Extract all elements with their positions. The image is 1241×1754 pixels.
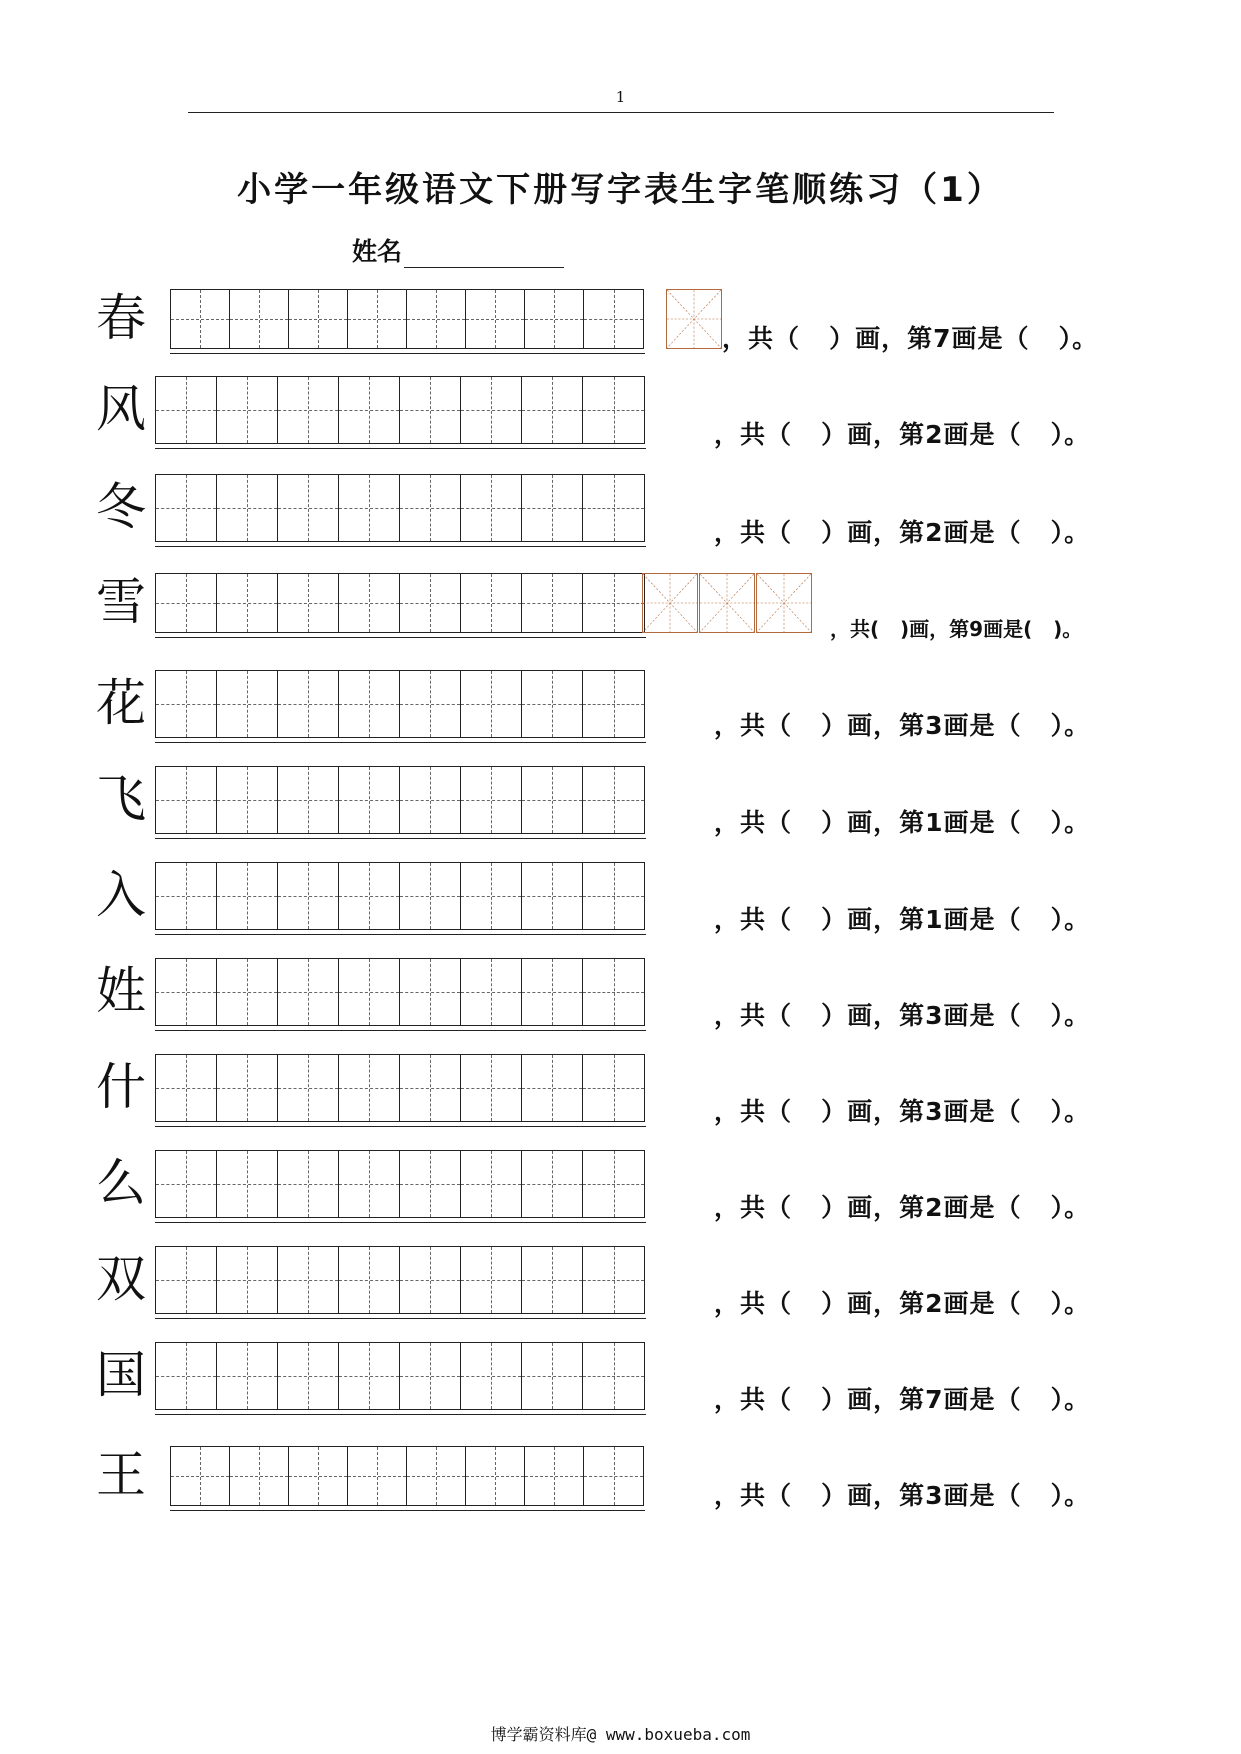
cell-guide-horizontal xyxy=(217,1376,277,1377)
writing-cell[interactable] xyxy=(461,863,522,929)
writing-cell[interactable] xyxy=(407,290,466,348)
cell-guide-horizontal xyxy=(278,508,338,509)
cell-guide-horizontal xyxy=(278,603,338,604)
cell-guide-horizontal xyxy=(339,1280,399,1281)
writing-cell[interactable] xyxy=(156,1055,217,1121)
writing-cell[interactable] xyxy=(230,1447,289,1505)
cell-guide-horizontal xyxy=(339,704,399,705)
cell-guide-horizontal xyxy=(522,992,582,993)
target-character: 风 xyxy=(96,380,146,438)
cell-guide-horizontal xyxy=(278,1280,338,1281)
cell-guide-horizontal xyxy=(583,1376,644,1377)
cell-guide-horizontal xyxy=(339,1088,399,1089)
cell-guide-horizontal xyxy=(461,704,521,705)
writing-cell[interactable] xyxy=(583,1343,644,1409)
writing-cell[interactable] xyxy=(217,959,278,1025)
writing-cell[interactable] xyxy=(522,863,583,929)
cell-guide-horizontal xyxy=(400,410,460,411)
writing-cell[interactable] xyxy=(400,475,461,541)
cell-guide-horizontal xyxy=(339,896,399,897)
cell-guide-horizontal xyxy=(278,800,338,801)
cell-guide-horizontal xyxy=(289,319,347,320)
cell-guide-horizontal xyxy=(217,508,277,509)
writing-cell[interactable] xyxy=(400,1343,461,1409)
cell-guide-horizontal xyxy=(171,1476,229,1477)
cell-guide-horizontal xyxy=(525,1476,583,1477)
writing-grid xyxy=(170,289,644,349)
stroke-question: ，共（ ）画，第3画是（ ）。 xyxy=(714,1097,1091,1126)
cell-guide-horizontal xyxy=(217,800,277,801)
writing-cell[interactable] xyxy=(583,1247,644,1313)
cell-guide-horizontal xyxy=(525,319,583,320)
writing-cell[interactable] xyxy=(461,671,522,737)
cell-guide-horizontal xyxy=(156,1184,216,1185)
writing-cell[interactable] xyxy=(217,1247,278,1313)
writing-cell[interactable] xyxy=(400,1055,461,1121)
writing-cell[interactable] xyxy=(156,1151,217,1217)
writing-grid xyxy=(155,376,645,444)
target-character: 雪 xyxy=(96,573,146,631)
cell-guide-horizontal xyxy=(278,704,338,705)
writing-cell[interactable] xyxy=(171,290,230,348)
practice-row xyxy=(0,1056,1241,1154)
cell-guide-horizontal xyxy=(461,410,521,411)
cell-guide-horizontal xyxy=(522,1184,582,1185)
stroke-question: ，共（ ）画，第3画是（ ）。 xyxy=(714,711,1091,740)
cell-guide-horizontal xyxy=(466,1476,524,1477)
writing-cell[interactable] xyxy=(400,574,461,632)
cell-guide-horizontal xyxy=(278,1088,338,1089)
writing-cell[interactable] xyxy=(522,475,583,541)
writing-cell[interactable] xyxy=(348,1447,407,1505)
stroke-question: ，共（ ）画，第7画是（ ）。 xyxy=(714,1385,1091,1414)
writing-grid xyxy=(155,474,645,542)
writing-cell[interactable] xyxy=(339,377,400,443)
cell-guide-horizontal xyxy=(461,992,521,993)
writing-cell[interactable] xyxy=(583,1151,644,1217)
writing-cell[interactable] xyxy=(522,767,583,833)
cell-guide-horizontal xyxy=(339,1376,399,1377)
writing-cell[interactable] xyxy=(400,1247,461,1313)
cell-guide-horizontal xyxy=(583,1088,644,1089)
practice-row xyxy=(0,380,1241,482)
cell-guide-horizontal xyxy=(217,1184,277,1185)
cell-guide-horizontal xyxy=(278,410,338,411)
writing-cell[interactable] xyxy=(348,290,407,348)
writing-cell[interactable] xyxy=(522,959,583,1025)
writing-cell[interactable] xyxy=(583,377,644,443)
writing-cell[interactable] xyxy=(278,1343,339,1409)
page-title: 小学一年级语文下册写字表生字笔顺练习（1） xyxy=(237,170,1004,210)
writing-cell[interactable] xyxy=(400,377,461,443)
cell-guide-horizontal xyxy=(522,896,582,897)
writing-cell[interactable] xyxy=(278,767,339,833)
stroke-question: ，共（ ）画，第1画是（ ）。 xyxy=(714,808,1091,837)
cell-guide-horizontal xyxy=(400,603,460,604)
writing-cell[interactable] xyxy=(156,767,217,833)
stroke-question: ，共（ ）画，第2画是（ ）。 xyxy=(714,518,1091,547)
cell-guide-horizontal xyxy=(156,410,216,411)
writing-cell[interactable] xyxy=(522,671,583,737)
target-character: 什 xyxy=(96,1058,146,1116)
writing-cell[interactable] xyxy=(461,959,522,1025)
name-blank[interactable] xyxy=(404,243,564,268)
writing-cell[interactable] xyxy=(525,1447,584,1505)
practice-row xyxy=(0,672,1241,770)
cell-guide-horizontal xyxy=(400,704,460,705)
cell-guide-horizontal xyxy=(278,1376,338,1377)
cell-guide-horizontal xyxy=(217,410,277,411)
writing-cell[interactable] xyxy=(156,1247,217,1313)
cell-guide-horizontal xyxy=(339,1184,399,1185)
writing-cell[interactable] xyxy=(522,1343,583,1409)
writing-cell[interactable] xyxy=(461,1055,522,1121)
cell-guide-horizontal xyxy=(466,319,524,320)
writing-cell[interactable] xyxy=(522,377,583,443)
writing-cell[interactable] xyxy=(400,1151,461,1217)
writing-cell[interactable] xyxy=(278,959,339,1025)
writing-cell[interactable] xyxy=(289,290,348,348)
cell-guide-horizontal xyxy=(400,992,460,993)
cell-guide-horizontal xyxy=(461,603,521,604)
cell-guide-horizontal xyxy=(400,896,460,897)
cell-guide-horizontal xyxy=(400,1088,460,1089)
writing-cell[interactable] xyxy=(339,1343,400,1409)
cell-guide-horizontal xyxy=(230,1476,288,1477)
cell-guide-horizontal xyxy=(278,896,338,897)
writing-cell[interactable] xyxy=(466,1447,525,1505)
writing-cell[interactable] xyxy=(278,574,339,632)
cell-guide-horizontal xyxy=(217,704,277,705)
stroke-question: ，共（ ）画，第3画是（ ）。 xyxy=(714,1001,1091,1030)
cell-guide-horizontal xyxy=(289,1476,347,1477)
writing-cell[interactable] xyxy=(339,1247,400,1313)
writing-grid xyxy=(155,862,645,930)
cell-guide-horizontal xyxy=(522,508,582,509)
cell-guide-horizontal xyxy=(522,1088,582,1089)
writing-cell[interactable] xyxy=(583,767,644,833)
cell-guide-horizontal xyxy=(339,603,399,604)
mizige-box[interactable] xyxy=(699,573,755,633)
stroke-question: ，共（ ）画，第2画是（ ）。 xyxy=(714,1193,1091,1222)
cell-guide-horizontal xyxy=(461,1376,521,1377)
writing-cell[interactable] xyxy=(583,959,644,1025)
target-character: 国 xyxy=(96,1346,146,1404)
writing-cell[interactable] xyxy=(522,1055,583,1121)
writing-cell[interactable] xyxy=(278,1055,339,1121)
cell-guide-horizontal xyxy=(583,1184,644,1185)
stroke-question: ，共（ ）画，第3画是（ ）。 xyxy=(714,1481,1091,1510)
writing-cell[interactable] xyxy=(407,1447,466,1505)
writing-cell[interactable] xyxy=(339,767,400,833)
target-character: 双 xyxy=(96,1250,146,1308)
cell-guide-horizontal xyxy=(522,603,582,604)
writing-cell[interactable] xyxy=(278,475,339,541)
writing-cell[interactable] xyxy=(583,863,644,929)
cell-guide-horizontal xyxy=(461,896,521,897)
cell-guide-horizontal xyxy=(461,508,521,509)
writing-cell[interactable] xyxy=(461,377,522,443)
mizige-box[interactable] xyxy=(756,573,812,633)
practice-row xyxy=(0,768,1241,866)
cell-guide-horizontal xyxy=(348,319,406,320)
practice-row xyxy=(0,960,1241,1058)
writing-cell[interactable] xyxy=(339,1055,400,1121)
target-character: 入 xyxy=(96,866,146,924)
writing-grid xyxy=(155,1246,645,1314)
cell-guide-horizontal xyxy=(400,1376,460,1377)
practice-row xyxy=(0,575,1241,673)
cell-guide-horizontal xyxy=(339,800,399,801)
writing-cell[interactable] xyxy=(230,290,289,348)
cell-guide-horizontal xyxy=(217,603,277,604)
writing-cell[interactable] xyxy=(339,671,400,737)
page-number: 1 xyxy=(615,88,626,106)
writing-cell[interactable] xyxy=(156,959,217,1025)
writing-grid xyxy=(155,1342,645,1410)
cell-guide-horizontal xyxy=(217,992,277,993)
writing-cell[interactable] xyxy=(466,290,525,348)
practice-row xyxy=(0,290,1241,388)
cell-guide-horizontal xyxy=(522,704,582,705)
cell-guide-horizontal xyxy=(583,603,644,604)
writing-cell[interactable] xyxy=(583,1055,644,1121)
writing-cell[interactable] xyxy=(461,1247,522,1313)
writing-cell[interactable] xyxy=(278,377,339,443)
mizige-box[interactable] xyxy=(642,573,698,633)
writing-cell[interactable] xyxy=(522,1247,583,1313)
stroke-question: ，共（ ）画，第1画是（ ）。 xyxy=(714,905,1091,934)
writing-grid xyxy=(155,766,645,834)
writing-cell[interactable] xyxy=(400,863,461,929)
writing-cell[interactable] xyxy=(217,767,278,833)
cell-guide-horizontal xyxy=(156,508,216,509)
writing-cell[interactable] xyxy=(584,290,643,348)
writing-cell[interactable] xyxy=(156,863,217,929)
writing-grid xyxy=(155,1150,645,1218)
cell-guide-horizontal xyxy=(348,1476,406,1477)
cell-guide-horizontal xyxy=(407,1476,465,1477)
name-label: 姓名 xyxy=(352,237,403,266)
writing-cell[interactable] xyxy=(400,959,461,1025)
writing-grid xyxy=(155,958,645,1026)
cell-guide-horizontal xyxy=(583,410,644,411)
writing-cell[interactable] xyxy=(217,574,278,632)
writing-cell[interactable] xyxy=(461,1343,522,1409)
footer-watermark: 博学霸资料库@ www.boxueba.com xyxy=(490,1725,751,1744)
writing-cell[interactable] xyxy=(400,671,461,737)
writing-cell[interactable] xyxy=(156,377,217,443)
stroke-question: ，共（ ）画，第2画是（ ）。 xyxy=(714,1289,1091,1318)
practice-row xyxy=(0,1440,1241,1538)
cell-guide-horizontal xyxy=(217,1088,277,1089)
target-character: 冬 xyxy=(96,478,146,536)
cell-guide-horizontal xyxy=(156,992,216,993)
cell-guide-horizontal xyxy=(156,1088,216,1089)
cell-guide-horizontal xyxy=(461,1088,521,1089)
cell-guide-horizontal xyxy=(583,508,644,509)
target-character: 飞 xyxy=(96,770,146,828)
cell-guide-horizontal xyxy=(339,508,399,509)
cell-guide-horizontal xyxy=(407,319,465,320)
cell-guide-horizontal xyxy=(230,319,288,320)
cell-guide-horizontal xyxy=(461,800,521,801)
cell-guide-horizontal xyxy=(522,1280,582,1281)
writing-cell[interactable] xyxy=(339,959,400,1025)
cell-guide-horizontal xyxy=(339,992,399,993)
cell-guide-horizontal xyxy=(278,992,338,993)
header-rule xyxy=(188,112,1054,113)
writing-cell[interactable] xyxy=(217,1343,278,1409)
stroke-question: ，共（ ）画，第7画是（ ）。 xyxy=(722,324,1099,353)
cell-guide-horizontal xyxy=(583,896,644,897)
writing-cell[interactable] xyxy=(278,863,339,929)
practice-row xyxy=(0,1152,1241,1250)
cell-guide-horizontal xyxy=(278,1184,338,1185)
writing-cell[interactable] xyxy=(522,1151,583,1217)
cell-guide-horizontal xyxy=(156,1280,216,1281)
writing-cell[interactable] xyxy=(584,1447,643,1505)
writing-cell[interactable] xyxy=(171,1447,230,1505)
writing-cell[interactable] xyxy=(156,475,217,541)
writing-grid xyxy=(170,1446,644,1506)
name-field[interactable] xyxy=(352,232,564,268)
writing-cell[interactable] xyxy=(461,574,522,632)
practice-row xyxy=(0,1248,1241,1346)
cell-guide-horizontal xyxy=(400,1184,460,1185)
cell-guide-horizontal xyxy=(217,1280,277,1281)
writing-cell[interactable] xyxy=(583,671,644,737)
writing-cell[interactable] xyxy=(217,671,278,737)
target-character: 春 xyxy=(96,289,146,347)
writing-grid xyxy=(155,670,645,738)
writing-cell[interactable] xyxy=(583,475,644,541)
target-character: 花 xyxy=(96,674,146,732)
mizige-box[interactable] xyxy=(666,289,722,349)
writing-cell[interactable] xyxy=(583,574,644,632)
practice-row xyxy=(0,1344,1241,1442)
stroke-question: ，共（ ）画，第2画是（ ）。 xyxy=(714,420,1091,449)
target-character: 姓 xyxy=(96,962,146,1020)
cell-guide-horizontal xyxy=(522,800,582,801)
cell-guide-horizontal xyxy=(522,1376,582,1377)
cell-guide-horizontal xyxy=(339,410,399,411)
target-character: 么 xyxy=(96,1154,146,1212)
writing-cell[interactable] xyxy=(339,1151,400,1217)
writing-cell[interactable] xyxy=(217,475,278,541)
cell-guide-horizontal xyxy=(156,800,216,801)
writing-cell[interactable] xyxy=(217,1151,278,1217)
cell-guide-horizontal xyxy=(156,603,216,604)
writing-cell[interactable] xyxy=(461,475,522,541)
writing-cell[interactable] xyxy=(400,767,461,833)
cell-guide-horizontal xyxy=(461,1184,521,1185)
cell-guide-horizontal xyxy=(400,800,460,801)
cell-guide-horizontal xyxy=(584,1476,643,1477)
writing-cell[interactable] xyxy=(217,377,278,443)
cell-guide-horizontal xyxy=(156,704,216,705)
writing-cell[interactable] xyxy=(339,574,400,632)
writing-cell[interactable] xyxy=(278,671,339,737)
writing-cell[interactable] xyxy=(525,290,584,348)
stroke-question: ，共( )画，第9画是( )。 xyxy=(830,617,1083,641)
cell-guide-horizontal xyxy=(583,704,644,705)
cell-guide-horizontal xyxy=(217,896,277,897)
cell-guide-horizontal xyxy=(522,410,582,411)
cell-guide-horizontal xyxy=(400,1280,460,1281)
writing-cell[interactable] xyxy=(339,863,400,929)
cell-guide-horizontal xyxy=(583,1280,644,1281)
cell-guide-horizontal xyxy=(171,319,229,320)
writing-cell[interactable] xyxy=(217,1055,278,1121)
writing-cell[interactable] xyxy=(461,767,522,833)
practice-row xyxy=(0,480,1241,578)
writing-cell[interactable] xyxy=(289,1447,348,1505)
writing-grid xyxy=(155,1054,645,1122)
practice-row xyxy=(0,864,1241,962)
cell-guide-horizontal xyxy=(584,319,643,320)
writing-cell[interactable] xyxy=(522,574,583,632)
target-character: 王 xyxy=(96,1446,146,1504)
cell-guide-horizontal xyxy=(583,800,644,801)
cell-guide-horizontal xyxy=(156,1376,216,1377)
writing-cell[interactable] xyxy=(156,574,217,632)
cell-guide-horizontal xyxy=(156,896,216,897)
writing-cell[interactable] xyxy=(278,1151,339,1217)
writing-cell[interactable] xyxy=(156,1343,217,1409)
writing-cell[interactable] xyxy=(156,671,217,737)
cell-guide-horizontal xyxy=(461,1280,521,1281)
writing-cell[interactable] xyxy=(339,475,400,541)
writing-cell[interactable] xyxy=(217,863,278,929)
cell-guide-horizontal xyxy=(400,508,460,509)
writing-cell[interactable] xyxy=(278,1247,339,1313)
writing-grid xyxy=(155,573,645,633)
cell-guide-horizontal xyxy=(583,992,644,993)
writing-cell[interactable] xyxy=(461,1151,522,1217)
